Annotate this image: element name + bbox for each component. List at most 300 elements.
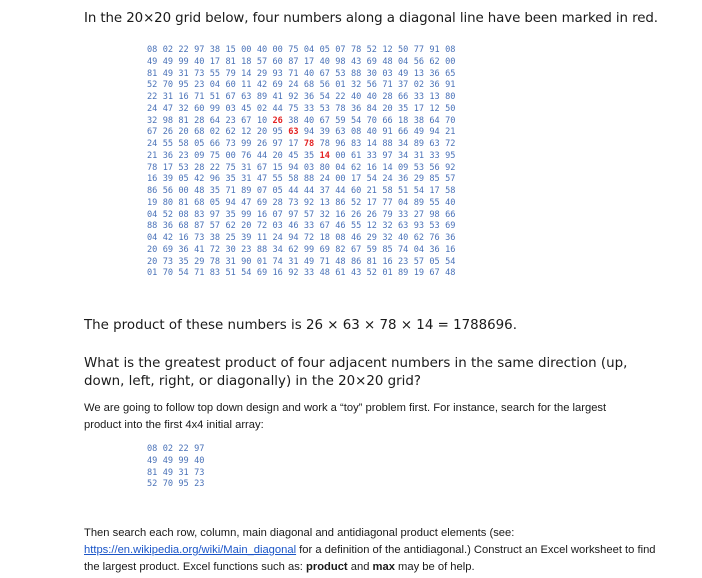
grid-cell: 01	[147, 268, 158, 279]
grid-cell: 70	[445, 115, 456, 126]
grid-cell: 36	[429, 68, 440, 79]
grid-row	[147, 174, 461, 186]
grid-cell: 94	[288, 233, 299, 243]
grid-cell: 47	[256, 174, 268, 185]
grid-cell: 78	[209, 256, 221, 267]
grid-cell: 23	[241, 244, 252, 255]
toy-grid-row	[147, 468, 210, 480]
grid-cell: 35	[225, 209, 236, 220]
grid-cell: 58	[382, 186, 393, 196]
grid-cell-highlighted: 63	[288, 127, 299, 138]
grid-cell: 62	[225, 127, 236, 138]
grid-cell: 16	[335, 209, 346, 220]
grid-cell: 68	[303, 80, 315, 91]
grid-cell: 78	[350, 45, 362, 55]
grid-cell: 80	[319, 162, 330, 173]
grid-cell: 00	[335, 150, 346, 161]
grid-cell: 69	[256, 197, 268, 208]
grid-cell: 10	[256, 115, 268, 126]
grid-cell: 59	[366, 244, 377, 255]
grid-cell: 48	[382, 56, 393, 67]
grid-cell: 73	[288, 197, 299, 208]
grid-cell: 18	[241, 56, 252, 67]
grid-cell: 08	[147, 45, 158, 55]
grid-cell: 61	[350, 150, 362, 161]
grid-cell: 11	[256, 233, 268, 243]
grid-cell: 80	[445, 92, 456, 102]
grid-cell: 93	[413, 221, 425, 232]
grid-cell: 28	[272, 197, 283, 208]
grid-row	[147, 186, 461, 198]
grid-cell: 32	[382, 233, 393, 243]
grid-cell: 02	[256, 103, 268, 114]
grid-cell: 87	[288, 56, 299, 67]
grid-cell: 91	[445, 80, 456, 91]
wikipedia-link[interactable]: https://en.wikipedia.org/wiki/Main_diagonal	[84, 544, 297, 556]
grid-cell: 77	[382, 197, 393, 208]
grid-cell: 28	[194, 115, 205, 126]
grid-cell: 33	[398, 209, 409, 220]
grid-cell: 97	[382, 150, 393, 161]
grid-row	[147, 80, 461, 92]
grid-cell: 62	[429, 56, 440, 67]
grid-cell: 61	[335, 268, 346, 279]
grid-cell: 00	[272, 45, 283, 55]
grid-cell: 17	[413, 103, 425, 114]
grid-cell: 83	[194, 209, 205, 220]
grid-cell: 34	[272, 244, 283, 255]
grid-cell: 76	[241, 150, 252, 161]
grid-cell: 32	[382, 221, 393, 232]
grid-cell: 82	[335, 244, 346, 255]
grid-cell: 12	[429, 103, 440, 114]
grid-cell: 71	[194, 92, 205, 102]
grid-cell: 03	[382, 68, 393, 79]
grid-cell: 22	[209, 162, 221, 173]
grid-cell: 70	[162, 80, 174, 91]
grid-cell: 98	[429, 209, 440, 220]
grid-cell: 75	[225, 162, 236, 173]
grid-cell: 85	[429, 174, 440, 185]
grid-cell: 58	[288, 174, 299, 185]
toy-grid-row	[147, 444, 210, 456]
grid-cell: 60	[272, 56, 283, 67]
grid-cell: 13	[413, 68, 425, 79]
grid-cell: 17	[288, 139, 299, 149]
grid-cell: 44	[303, 186, 315, 196]
grid-cell: 60	[194, 103, 205, 114]
grid-cell: 52	[350, 197, 362, 208]
grid-cell: 83	[209, 268, 221, 279]
grid-cell: 19	[413, 268, 425, 279]
grid-cell: 31	[241, 162, 252, 173]
grid-cell: 70	[366, 115, 377, 126]
grid-cell: 36	[429, 80, 440, 91]
grid-cell: 50	[445, 103, 456, 114]
grid-cell: 57	[209, 221, 221, 232]
grid-cell: 08	[178, 209, 189, 220]
grid-cell: 75	[288, 103, 299, 114]
grid-cell: 97	[209, 209, 221, 220]
grid-cell: 51	[225, 268, 236, 279]
plan-paragraph: We are going to follow top down design and work a “toy” problem first. For instance, search for the largest product into the first 4x4 initial array:	[84, 402, 607, 431]
grid-cell: 42	[194, 174, 205, 185]
grid-cell: 48	[335, 256, 346, 267]
grid-cell: 96	[209, 174, 221, 185]
function-max: max	[372, 561, 395, 573]
grid-cell: 36	[162, 221, 174, 232]
grid-cell: 23	[398, 256, 409, 267]
grid-cell: 78	[335, 103, 346, 114]
grid-cell: 20	[178, 127, 189, 138]
grid-cell-highlighted: 78	[303, 139, 315, 149]
grid-cell: 13	[319, 197, 330, 208]
grid-cell: 66	[209, 139, 221, 149]
grid-cell: 36	[162, 150, 174, 161]
grid-row	[147, 69, 461, 81]
grid-cell: 92	[445, 162, 456, 173]
grid-cell: 00	[225, 150, 236, 161]
grid-cell: 64	[209, 115, 221, 126]
grid-cell: 13	[429, 92, 440, 102]
grid-cell: 14	[241, 68, 252, 79]
grid-cell: 56	[366, 80, 377, 91]
grid-cell: 81	[225, 56, 236, 67]
grid-cell: 05	[194, 139, 205, 149]
grid-cell: 03	[303, 162, 315, 173]
grid-cell: 22	[335, 92, 346, 102]
grid-row	[147, 221, 461, 233]
grid-cell: 07	[335, 45, 346, 55]
toy-grid-cell: 70	[162, 479, 174, 490]
grid-cell: 40	[303, 68, 315, 79]
grid-cell: 67	[225, 92, 236, 102]
grid-cell: 35	[178, 256, 189, 267]
grid-cell: 26	[366, 209, 377, 220]
grid-cell: 00	[178, 186, 189, 196]
grid-cell: 99	[241, 209, 252, 220]
grid-cell: 40	[366, 92, 377, 102]
grid-cell: 24	[319, 174, 330, 185]
grid-cell: 48	[194, 186, 205, 196]
grid-cell: 32	[319, 209, 330, 220]
grid-cell: 97	[288, 209, 299, 220]
grid-cell: 69	[445, 221, 456, 232]
grid-cell: 66	[398, 127, 409, 138]
grid-cell: 00	[241, 45, 252, 55]
grid-row	[147, 127, 461, 139]
grid-cell: 20	[272, 150, 283, 161]
grid-cell: 39	[319, 127, 330, 138]
grid-cell: 86	[350, 256, 362, 267]
grid-cell: 09	[398, 162, 409, 173]
grid-row	[147, 116, 461, 128]
grid-cell: 03	[225, 103, 236, 114]
grid-cell: 94	[288, 162, 299, 173]
grid-cell: 36	[303, 92, 315, 102]
grid-cell: 32	[178, 103, 189, 114]
grid-cell: 91	[382, 127, 393, 138]
grid-cell: 60	[350, 186, 362, 196]
toy-grid-cell: 95	[178, 479, 189, 490]
grid-cell: 88	[256, 244, 268, 255]
grid-cell: 56	[319, 80, 330, 91]
grid-cell: 57	[256, 56, 268, 67]
grid-cell: 76	[429, 233, 440, 243]
grid-cell: 22	[147, 92, 158, 102]
grid-cell: 87	[194, 221, 205, 232]
grid-cell: 31	[241, 174, 252, 185]
grid-cell: 60	[225, 80, 236, 91]
grid-cell: 29	[194, 256, 205, 267]
grid-cell: 99	[241, 139, 252, 149]
toy-grid-cell: 23	[194, 479, 205, 490]
grid-cell: 18	[319, 233, 330, 243]
grid-cell-highlighted: 14	[319, 150, 330, 161]
grid-cell: 54	[241, 268, 252, 279]
grid-cell: 21	[147, 150, 158, 161]
grid-cell: 07	[272, 209, 283, 220]
grid-cell: 16	[256, 209, 268, 220]
grid-cell: 39	[241, 233, 252, 243]
grid-cell: 15	[225, 45, 236, 55]
grid-cell: 33	[303, 268, 315, 279]
grid-cell: 31	[413, 150, 425, 161]
grid-cell: 84	[366, 103, 377, 114]
grid-cell: 40	[194, 56, 205, 67]
grid-cell: 89	[256, 92, 268, 102]
grid-cell: 54	[445, 256, 456, 267]
grid-cell: 57	[413, 256, 425, 267]
grid-cell: 63	[241, 92, 252, 102]
grid-cell: 69	[162, 244, 174, 255]
grid-cell: 67	[429, 268, 440, 279]
final-text-1: Then search each row, column, main diagonal and antidiagonal product elements (see:	[84, 527, 515, 539]
grid-cell: 30	[366, 68, 377, 79]
grid-cell: 35	[303, 150, 315, 161]
final-text-4: may be of help.	[394, 561, 475, 573]
grid-cell: 33	[366, 150, 377, 161]
grid-cell: 20	[147, 256, 158, 267]
grid-cell: 78	[147, 162, 158, 173]
grid-cell: 53	[413, 162, 425, 173]
grid-cell: 39	[162, 174, 174, 185]
grid-cell: 26	[350, 209, 362, 220]
grid-cell: 45	[241, 103, 252, 114]
grid-cell: 16	[272, 268, 283, 279]
grid-cell: 99	[209, 103, 221, 114]
grid-cell: 00	[445, 56, 456, 67]
grid-cell: 71	[288, 68, 299, 79]
grid-cell: 31	[288, 256, 299, 267]
grid-cell: 55	[272, 174, 283, 185]
grid-cell: 97	[272, 139, 283, 149]
grid-cell: 92	[288, 268, 299, 279]
grid-cell: 52	[162, 209, 174, 220]
grid-cell: 68	[194, 127, 205, 138]
grid-cell: 47	[162, 103, 174, 114]
grid-cell: 96	[335, 139, 346, 149]
grid-cell: 31	[225, 256, 236, 267]
grid-cell: 71	[194, 268, 205, 279]
toy-grid-cell: 02	[162, 444, 174, 454]
grid-cell: 94	[429, 127, 440, 138]
grid-cell: 08	[335, 233, 346, 243]
grid-cell: 42	[256, 80, 268, 91]
grid-cell: 67	[147, 127, 158, 138]
grid-row	[147, 104, 461, 116]
grid-cell: 69	[272, 80, 283, 91]
grid-cell: 42	[162, 233, 174, 243]
grid-cell: 67	[319, 68, 330, 79]
grid-cell: 36	[178, 244, 189, 255]
function-product: product	[306, 561, 348, 573]
toy-grid	[147, 444, 210, 491]
grid-cell: 62	[350, 162, 362, 173]
grid-cell: 73	[194, 233, 205, 243]
grid-cell: 40	[303, 115, 315, 126]
grid-cell: 29	[366, 233, 377, 243]
grid-cell: 29	[256, 68, 268, 79]
grid-cell: 62	[225, 221, 236, 232]
grid-cell: 40	[350, 92, 362, 102]
grid-cell: 44	[256, 150, 268, 161]
grid-cell: 38	[209, 233, 221, 243]
grid-cell: 54	[350, 115, 362, 126]
final-text-3: and	[347, 561, 373, 573]
grid-cell: 40	[366, 127, 377, 138]
grid-cell: 91	[429, 45, 440, 55]
grid-cell: 73	[225, 139, 236, 149]
grid-cell: 69	[256, 268, 268, 279]
grid-row	[147, 198, 461, 210]
grid-row	[147, 245, 461, 257]
toy-grid-cell: 99	[178, 455, 189, 466]
grid-cell: 49	[398, 68, 409, 79]
grid-cell: 54	[178, 268, 189, 279]
grid-cell: 56	[429, 162, 440, 173]
grid-cell: 17	[366, 197, 377, 208]
grid-cell: 48	[445, 268, 456, 279]
grid-cell: 83	[350, 139, 362, 149]
grid-cell: 33	[303, 221, 315, 232]
grid-cell: 94	[303, 127, 315, 138]
grid-cell: 00	[335, 174, 346, 185]
grid-cell: 89	[398, 268, 409, 279]
grid-cell: 49	[162, 68, 174, 79]
product-statement: The product of these numbers is 26 × 63 × 78 × 14 = 1788696.	[84, 318, 517, 333]
grid-cell: 20	[241, 221, 252, 232]
grid-cell: 54	[413, 186, 425, 196]
grid-cell: 94	[225, 197, 236, 208]
grid-cell: 04	[303, 45, 315, 55]
grid-cell: 63	[429, 139, 440, 149]
grid-cell: 68	[194, 197, 205, 208]
toy-grid-cell: 49	[147, 455, 158, 466]
grid-cell: 67	[319, 221, 330, 232]
grid-cell: 17	[209, 56, 221, 67]
grid-cell: 35	[398, 103, 409, 114]
grid-cell: 55	[350, 221, 362, 232]
grid-cell: 72	[445, 139, 456, 149]
grid-cell: 16	[178, 233, 189, 243]
grid-row	[147, 151, 461, 163]
grid-cell: 34	[398, 150, 409, 161]
grid-cell: 15	[272, 162, 283, 173]
grid-cell: 70	[162, 268, 174, 279]
grid-cell: 48	[319, 268, 330, 279]
grid-cell: 88	[350, 68, 362, 79]
grid-cell: 71	[319, 256, 330, 267]
grid-cell: 38	[413, 115, 425, 126]
grid-cell: 17	[162, 162, 174, 173]
grid-cell: 81	[147, 68, 158, 79]
toy-grid-row	[147, 456, 210, 468]
grid-cell: 35	[209, 186, 221, 196]
grid-cell: 41	[194, 244, 205, 255]
grid-cell: 26	[256, 139, 268, 149]
grid-cell: 66	[398, 92, 409, 102]
grid-cell: 36	[445, 233, 456, 243]
grid-cell: 09	[194, 150, 205, 161]
grid-cell: 51	[209, 92, 221, 102]
grid-cell: 66	[445, 209, 456, 220]
grid-cell: 43	[350, 268, 362, 279]
grid-cell: 54	[319, 92, 330, 102]
grid-cell: 23	[225, 115, 236, 126]
grid-cell: 21	[445, 127, 456, 138]
grid-cell: 55	[162, 139, 174, 149]
grid-cell: 08	[350, 127, 362, 138]
grid-cell: 22	[178, 45, 189, 55]
grid-cell: 31	[178, 68, 189, 79]
grid-cell: 02	[209, 127, 221, 138]
grid-cell: 14	[382, 162, 393, 173]
grid-cell: 90	[241, 256, 252, 267]
grid-cell: 58	[178, 139, 189, 149]
grid-cell: 74	[398, 244, 409, 255]
grid-cell: 46	[335, 221, 346, 232]
grid-cell: 77	[413, 45, 425, 55]
grid-cell: 05	[178, 174, 189, 185]
grid-cell: 54	[366, 174, 377, 185]
grid-cell: 04	[398, 56, 409, 67]
grid-cell: 86	[147, 186, 158, 196]
grid-cell: 24	[147, 139, 158, 149]
toy-grid-cell: 52	[147, 479, 158, 490]
grid-cell: 71	[225, 186, 236, 196]
grid-cell: 36	[398, 174, 409, 185]
grid-cell: 72	[209, 244, 221, 255]
grid-cell: 49	[303, 256, 315, 267]
grid-cell: 50	[398, 45, 409, 55]
grid-cell: 56	[162, 186, 174, 196]
grid-cell: 24	[382, 174, 393, 185]
grid-cell: 20	[256, 127, 268, 138]
grid-row	[147, 257, 461, 269]
grid-row	[147, 92, 461, 104]
grid-cell: 11	[241, 80, 252, 91]
grid-cell: 04	[147, 233, 158, 243]
grid-cell: 55	[209, 68, 221, 79]
grid-cell: 88	[147, 221, 158, 232]
grid-cell: 81	[178, 197, 189, 208]
grid-cell: 05	[272, 186, 283, 196]
grid-cell: 75	[288, 45, 299, 55]
grid-cell: 89	[413, 197, 425, 208]
toy-grid-cell: 81	[147, 467, 158, 478]
grid-cell: 40	[256, 45, 268, 55]
